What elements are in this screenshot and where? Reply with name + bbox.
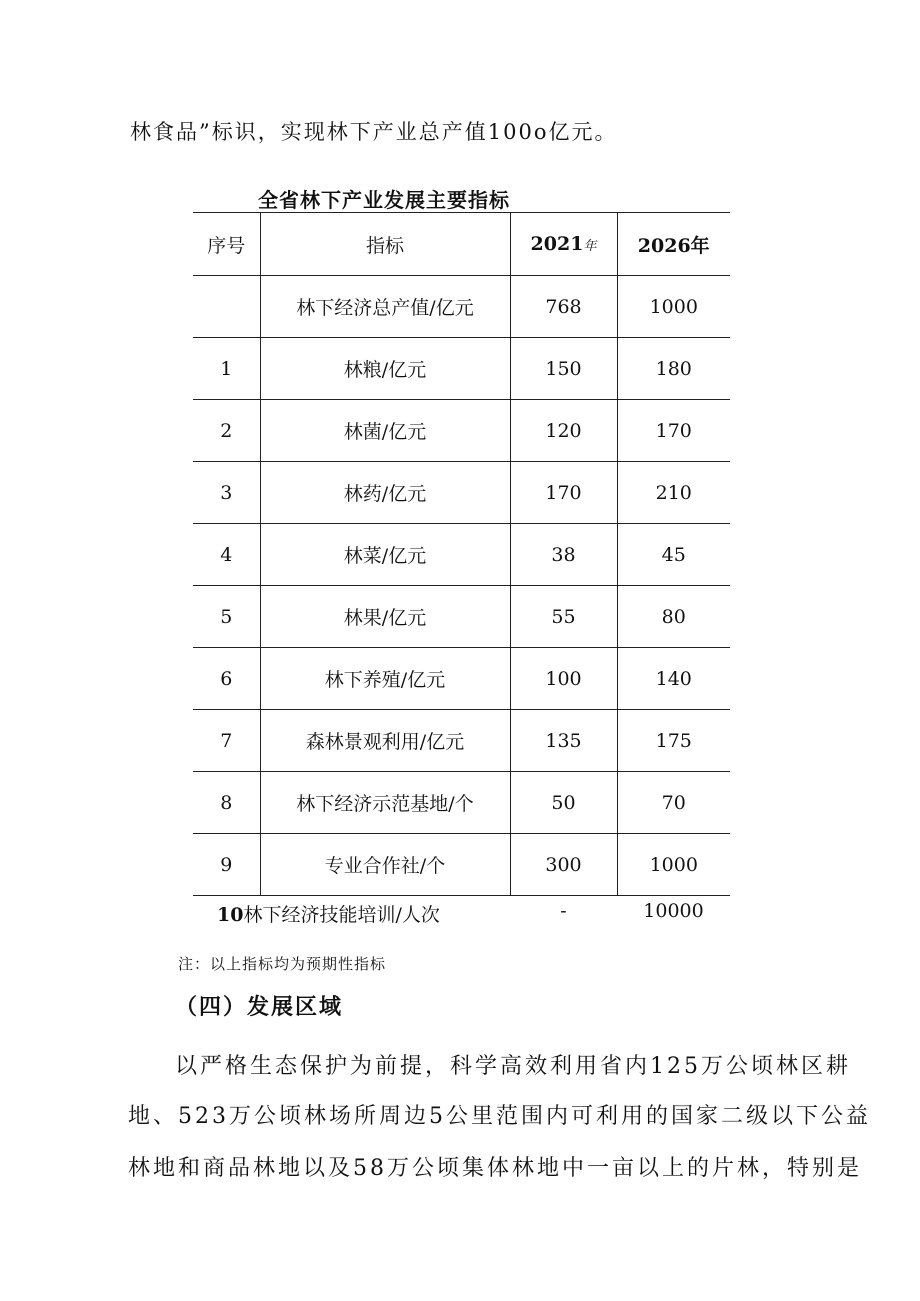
table-row <box>193 400 730 462</box>
row-indicator: 林果/亿元 <box>260 586 510 648</box>
row-value-2021: 100 <box>510 648 617 710</box>
last-row-label <box>193 896 510 931</box>
row-value-2021: 170 <box>510 462 617 524</box>
row-indicator: 森林景观利用/亿元 <box>260 710 510 772</box>
row-indicator: 林下经济示范基地/个 <box>260 772 510 834</box>
table-row <box>193 462 730 524</box>
table-title: 全省林下产业发展主要指标 <box>258 188 510 212</box>
row-value-2026: 180 <box>617 338 730 400</box>
row-value-2021: 135 <box>510 710 617 772</box>
row-value-2026: 1000 <box>617 276 730 338</box>
last-row-indicator: 林下经济技能培训/人次 <box>243 904 440 926</box>
row-value-2026: 175 <box>617 710 730 772</box>
row-indicator: 专业合作社/个 <box>260 834 510 896</box>
header-2021 <box>510 213 617 276</box>
row-value-2021: 300 <box>510 834 617 896</box>
row-seq: 8 <box>193 772 260 834</box>
header-2026-label: 2026年 <box>637 234 710 257</box>
table-row <box>193 276 730 338</box>
header-2026 <box>617 213 730 276</box>
paragraph-line: 地、523万公顷林场所周边5公里范围内可利用的国家二级以下公益 <box>128 1104 871 1129</box>
row-indicator: 林菌/亿元 <box>260 400 510 462</box>
row-seq: 7 <box>193 710 260 772</box>
row-indicator: 林下经济总产值/亿元 <box>260 276 510 338</box>
row-seq <box>193 276 260 338</box>
last-row-value-2026: 10000 <box>617 896 730 931</box>
row-value-2021: 768 <box>510 276 617 338</box>
row-seq: 6 <box>193 648 260 710</box>
row-value-2026: 170 <box>617 400 730 462</box>
header-2021-year: 2021 <box>530 233 584 255</box>
table-row <box>193 834 730 896</box>
row-seq: 5 <box>193 586 260 648</box>
row-value-2021: 50 <box>510 772 617 834</box>
row-value-2026: 1000 <box>617 834 730 896</box>
row-indicator: 林药/亿元 <box>260 462 510 524</box>
table-row <box>193 772 730 834</box>
table-header-row <box>193 213 730 276</box>
table-row <box>193 710 730 772</box>
indicators-table <box>193 212 730 930</box>
table-row <box>193 586 730 648</box>
row-seq: 3 <box>193 462 260 524</box>
header-indicator: 指标 <box>260 213 510 276</box>
row-seq: 2 <box>193 400 260 462</box>
row-value-2021: 150 <box>510 338 617 400</box>
section-heading: （四）发展区域 <box>175 994 344 1020</box>
row-indicator: 林粮/亿元 <box>260 338 510 400</box>
paragraph-line: 以严格生态保护为前提，科学高效利用省内125万公顷林区耕 <box>175 1054 851 1079</box>
row-value-2026: 45 <box>617 524 730 586</box>
row-value-2021: 120 <box>510 400 617 462</box>
row-value-2026: 210 <box>617 462 730 524</box>
row-indicator: 林下养殖/亿元 <box>260 648 510 710</box>
row-indicator: 林菜/亿元 <box>260 524 510 586</box>
row-value-2026: 140 <box>617 648 730 710</box>
last-row-value-2021: - <box>510 896 617 931</box>
table-row <box>193 524 730 586</box>
header-2021-suffix: 年 <box>583 239 597 254</box>
table-note: 注：以上指标均为预期性指标 <box>178 955 387 973</box>
paragraph-line: 林地和商品林地以及58万公顷集体林地中一亩以上的片林，特别是 <box>128 1156 862 1181</box>
table-row-last <box>193 896 730 931</box>
row-seq: 4 <box>193 524 260 586</box>
row-value-2026: 80 <box>617 586 730 648</box>
row-value-2026: 70 <box>617 772 730 834</box>
row-value-2021: 55 <box>510 586 617 648</box>
row-seq: 1 <box>193 338 260 400</box>
header-seq: 序号 <box>193 213 260 276</box>
table-row <box>193 648 730 710</box>
table-row <box>193 338 730 400</box>
row-value-2021: 38 <box>510 524 617 586</box>
row-seq: 9 <box>193 834 260 896</box>
last-row-seq: 10 <box>217 904 244 926</box>
intro-text-line: 林食品”标识，实现林下产业总产值100o亿元。 <box>130 120 618 144</box>
